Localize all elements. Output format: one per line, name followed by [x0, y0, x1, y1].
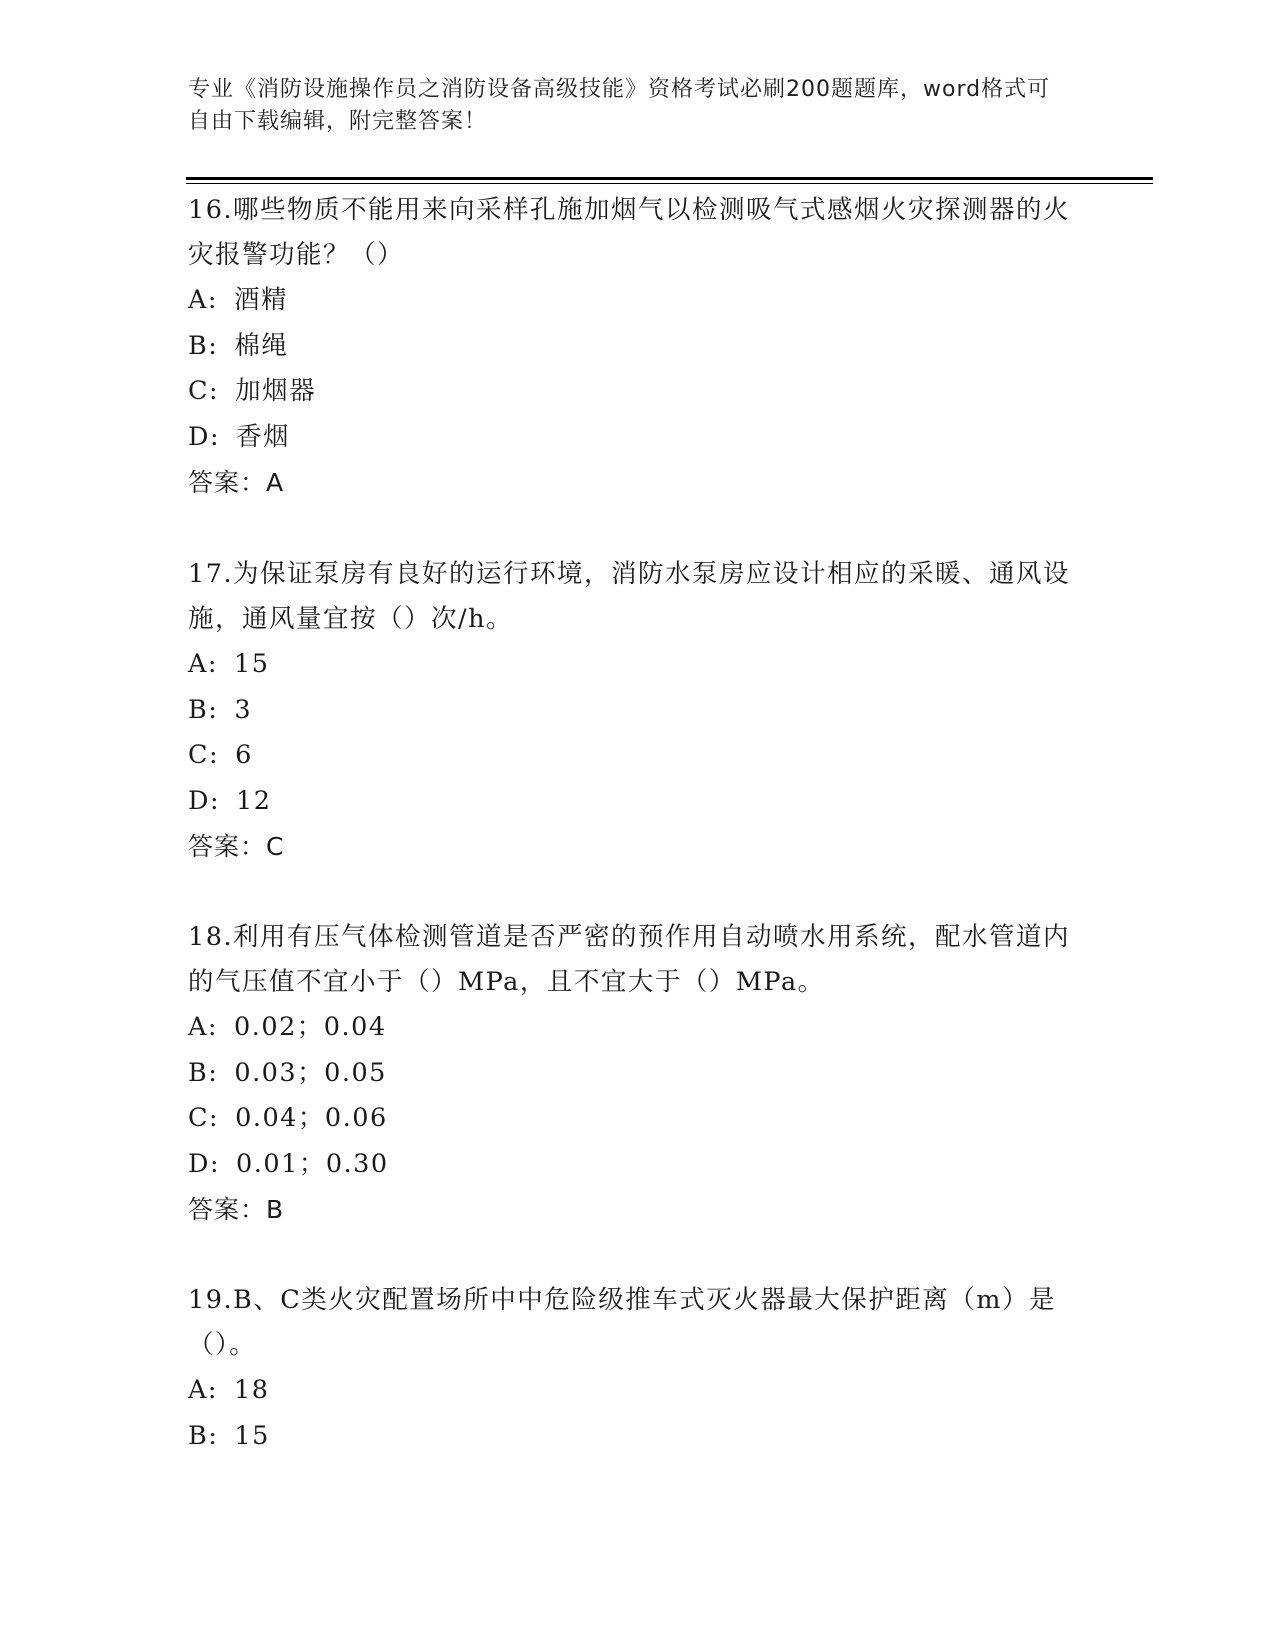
- option-a: [188, 1368, 1088, 1414]
- option-text: 0.02；0.04: [234, 1012, 387, 1042]
- option-letter: B:: [188, 1420, 219, 1451]
- header-rule-thick: [186, 177, 1153, 180]
- option-letter: D:: [188, 421, 221, 452]
- option-a: [188, 1005, 1088, 1051]
- option-text: 0.01；0.30: [236, 1148, 389, 1179]
- answer-line: 答案：A: [188, 468, 285, 497]
- option-letter: B:: [188, 330, 219, 361]
- option-a: [188, 642, 1088, 688]
- option-letter: A:: [188, 1012, 219, 1042]
- option-letter: A:: [188, 285, 219, 315]
- question-stem: 19.B、C类火灾配置场所中中危险级推车式灭火器最大保护距离（m）是（）。: [188, 1285, 1056, 1360]
- option-b: [188, 1051, 1088, 1097]
- question-stem: 17.为保证泵房有良好的运行环境，消防水泵房应设计相应的采暖、通风设施，通风量宜按（）次/h。: [188, 559, 1071, 634]
- option-text: 3: [234, 694, 253, 725]
- question-16: [188, 188, 1088, 505]
- option-letter: A:: [188, 1375, 219, 1405]
- question-stem: 16.哪些物质不能用来向采样孔施加烟气以检测吸气式感烟火灾探测器的火灾报警功能？（）: [188, 195, 1071, 270]
- option-text: 酒精: [234, 285, 289, 315]
- option-b: [188, 1414, 1088, 1460]
- option-letter: B:: [188, 1057, 219, 1088]
- question-stem: 18.利用有压气体检测管道是否严密的预作用自动喷水用系统，配水管道内的气压值不宜小于（）MPa，且不宜大于（）MPa。: [188, 922, 1071, 997]
- question-19: [188, 1278, 1088, 1459]
- answer-line: 答案：C: [188, 832, 285, 861]
- option-d: [188, 1142, 1088, 1188]
- option-text: 香烟: [236, 421, 291, 452]
- option-letter: D:: [188, 1148, 221, 1179]
- option-letter: B:: [188, 694, 219, 725]
- answer-line: 答案：B: [188, 1195, 285, 1224]
- option-text: 0.03；0.05: [234, 1057, 387, 1088]
- option-text: 18: [234, 1375, 270, 1405]
- header-rule-thin: [186, 183, 1153, 184]
- option-text: 15: [234, 649, 270, 679]
- option-letter: A:: [188, 649, 219, 679]
- option-letter: D:: [188, 785, 221, 816]
- option-letter: C:: [188, 376, 220, 406]
- option-letter: C:: [188, 1103, 220, 1133]
- option-a: [188, 278, 1088, 324]
- option-c: [188, 1096, 1088, 1142]
- question-18: [188, 915, 1088, 1232]
- option-d: [188, 779, 1088, 825]
- header-text: 专业《消防设施操作员之消防设备高级技能》资格考试必刷200题题库，word格式可自由下载编辑，附完整答案！: [188, 77, 1051, 134]
- option-text: 12: [236, 785, 272, 816]
- option-b: [188, 324, 1088, 370]
- option-text: 0.04；0.06: [235, 1103, 388, 1133]
- option-c: [188, 733, 1088, 779]
- option-text: 15: [234, 1420, 270, 1451]
- option-letter: C:: [188, 740, 220, 770]
- option-text: 加烟器: [235, 376, 317, 406]
- option-text: 棉绳: [234, 330, 289, 361]
- option-c: [188, 369, 1088, 415]
- question-17: [188, 552, 1088, 869]
- option-b: [188, 688, 1088, 734]
- document-header: [188, 74, 1068, 138]
- option-text: 6: [235, 740, 253, 770]
- option-d: [188, 415, 1088, 461]
